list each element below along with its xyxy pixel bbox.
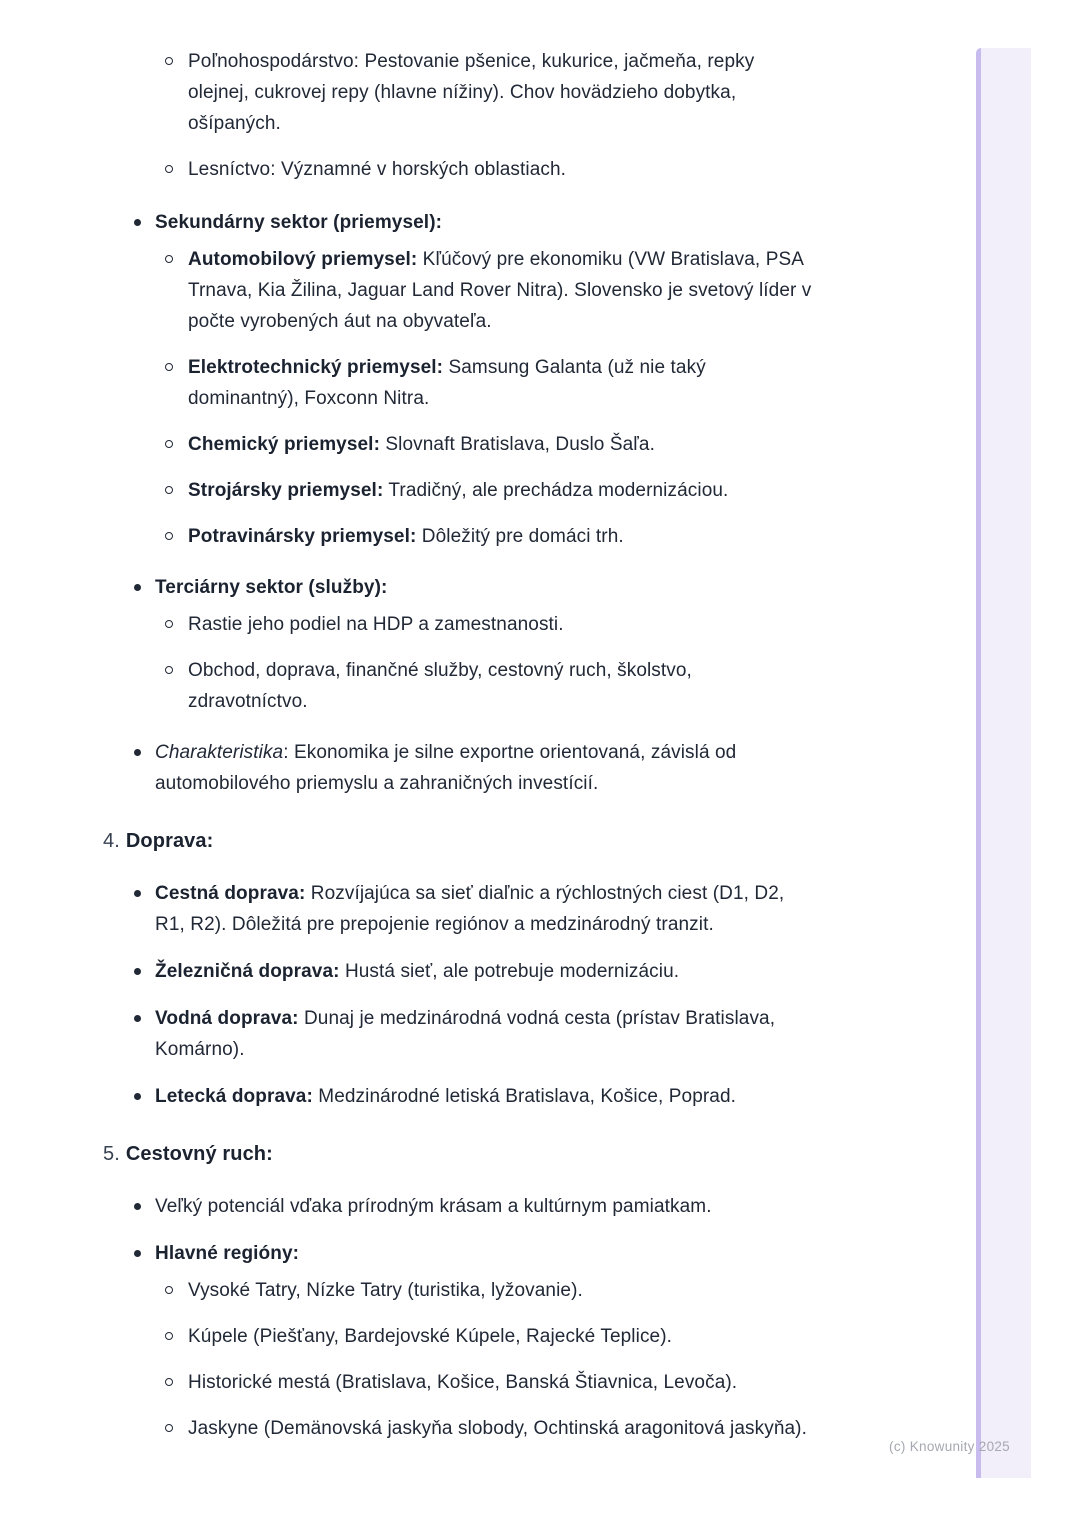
text-segment: Charakteristika xyxy=(155,742,284,763)
text-segment: Slovnaft Bratislava, Duslo Šaľa. xyxy=(380,434,655,455)
circle-bullet-icon xyxy=(165,1332,173,1340)
text-segment: Rastie jeho podiel na HDP a zamestnanosti. xyxy=(188,614,564,635)
list-item xyxy=(155,609,816,640)
text-segment: Sekundárny sektor (priemysel): xyxy=(155,212,443,233)
list-item xyxy=(100,956,816,987)
list-item xyxy=(100,1238,816,1444)
circle-bullet-icon xyxy=(165,255,173,263)
disc-bullet-list xyxy=(100,878,816,1112)
text-segment: Železničná doprava: xyxy=(155,961,340,982)
text-segment: Vodná doprava: xyxy=(155,1008,299,1029)
text-segment: Vysoké Tatry, Nízke Tatry (turistika, lyžovanie). xyxy=(188,1280,583,1301)
circle-bullet-icon xyxy=(165,532,173,540)
disc-bullet-icon xyxy=(134,584,141,591)
text-segment: Terciárny sektor (služby): xyxy=(155,577,388,598)
list-item xyxy=(155,244,816,337)
list-item xyxy=(100,1191,816,1222)
list-item xyxy=(155,1413,816,1444)
circle-bullet-icon xyxy=(165,1378,173,1386)
list-item xyxy=(155,1367,816,1398)
circle-bullet-list xyxy=(155,244,816,552)
list-item xyxy=(155,1321,816,1352)
disc-bullet-icon xyxy=(134,1250,141,1257)
text-segment: Potravinársky priemysel: xyxy=(188,526,417,547)
list-item xyxy=(155,154,816,185)
text-segment: Hustá sieť, ale potrebuje modernizáciu. xyxy=(339,961,680,982)
list-item xyxy=(155,352,816,414)
text-segment: Rozvíjajúca sa sieť diaľnic a rýchlostných ciest (D1, D2, R1, R2). Dôležitá pre prepojenie regiónov a medzinárodný tranzit. xyxy=(155,883,785,935)
section-heading xyxy=(100,826,816,857)
circle-bullet-list xyxy=(155,46,816,185)
circle-bullet-icon xyxy=(165,620,173,628)
list-item xyxy=(155,429,816,460)
text-segment: : Ekonomika je silne exportne orientovaná, závislá od automobilového priemyslu a zahraničných investícií. xyxy=(155,742,737,794)
text-segment: Cestná doprava: xyxy=(155,883,306,904)
text-segment: Obchod, doprava, finančné služby, cestovný ruch, školstvo, zdravotníctvo. xyxy=(188,660,692,712)
text-segment: Kúpele (Piešťany, Bardejovské Kúpele, Rajecké Teplice). xyxy=(188,1326,673,1347)
circle-bullet-list xyxy=(155,1275,816,1444)
list-item xyxy=(100,1081,816,1112)
list-block xyxy=(100,878,816,1112)
text-segment: Medzinárodné letiská Bratislava, Košice, Poprad. xyxy=(312,1086,737,1107)
disc-bullet-list xyxy=(100,207,816,799)
circle-bullet-icon xyxy=(165,666,173,674)
document-content xyxy=(100,46,816,1464)
text-segment: Dunaj je medzinárodná vodná cesta (prístav Bratislava, Komárno). xyxy=(155,1008,776,1060)
disc-bullet-icon xyxy=(134,749,141,756)
text-segment: Kľúčový pre ekonomiku (VW Bratislava, PSA Trnava, Kia Žilina, Jaguar Land Rover Nitra). Slovensko je svetový líder v počte vyrobených áut na obyvateľa. xyxy=(188,249,812,332)
text-segment: Dôležitý pre domáci trh. xyxy=(416,526,624,547)
disc-bullet-icon xyxy=(134,219,141,226)
section-title: Cestovný ruch: xyxy=(125,1143,273,1165)
disc-bullet-icon xyxy=(134,1203,141,1210)
list-item xyxy=(155,46,816,139)
disc-bullet-icon xyxy=(134,890,141,897)
text-segment: Letecká doprava: xyxy=(155,1086,313,1107)
list-item xyxy=(155,1275,816,1306)
circle-bullet-icon xyxy=(165,440,173,448)
section-number: 5. xyxy=(103,1143,120,1165)
list-block xyxy=(100,46,816,185)
text-segment: Historické mestá (Bratislava, Košice, Banská Štiavnica, Levoča). xyxy=(188,1372,738,1393)
text-segment: Tradičný, ale prechádza modernizáciou. xyxy=(383,480,729,501)
list-item xyxy=(155,521,816,552)
text-segment: Samsung Galanta (už nie taký dominantný), Foxconn Nitra. xyxy=(188,357,706,409)
circle-bullet-icon xyxy=(165,486,173,494)
disc-bullet-list xyxy=(100,1191,816,1444)
text-segment: Lesníctvo: Významné v horských oblastiach. xyxy=(188,159,567,180)
text-segment: Veľký potenciál vďaka prírodným krásam a kultúrnym pamiatkam. xyxy=(155,1196,712,1217)
list-item xyxy=(155,475,816,506)
section-heading xyxy=(100,1139,816,1170)
text-segment: Automobilový priemysel: xyxy=(188,249,418,270)
list-item xyxy=(155,655,816,717)
disc-bullet-icon xyxy=(134,1015,141,1022)
list-block xyxy=(100,207,816,799)
disc-bullet-icon xyxy=(134,1093,141,1100)
text-segment: Poľnohospodárstvo: Pestovanie pšenice, kukurice, jačmeňa, repky olejnej, cukrovej repy (hlavne nížiny). Chov hovädzieho dobytka, ošípaných. xyxy=(188,51,755,134)
text-segment: Elektrotechnický priemysel: xyxy=(188,357,444,378)
circle-bullet-icon xyxy=(165,1286,173,1294)
section-title: Doprava: xyxy=(125,830,214,852)
text-segment: Chemický priemysel: xyxy=(188,434,380,455)
list-item xyxy=(100,572,816,717)
list-block xyxy=(100,1191,816,1444)
circle-bullet-icon xyxy=(165,57,173,65)
circle-bullet-icon xyxy=(165,363,173,371)
text-segment: Jaskyne (Demänovská jaskyňa slobody, Ochtinská aragonitová jaskyňa). xyxy=(188,1418,807,1439)
list-item xyxy=(100,207,816,552)
text-segment: Hlavné regióny: xyxy=(155,1243,300,1264)
list-item xyxy=(100,878,816,940)
next-page-edge xyxy=(976,48,1031,1478)
text-segment: Strojársky priemysel: xyxy=(188,480,384,501)
circle-bullet-icon xyxy=(165,165,173,173)
circle-bullet-list xyxy=(155,609,816,717)
circle-bullet-icon xyxy=(165,1424,173,1432)
section-number: 4. xyxy=(103,830,120,852)
disc-bullet-icon xyxy=(134,968,141,975)
list-item xyxy=(100,737,816,799)
list-item xyxy=(100,1003,816,1065)
watermark: (c) Knowunity 2025 xyxy=(889,1439,1010,1454)
